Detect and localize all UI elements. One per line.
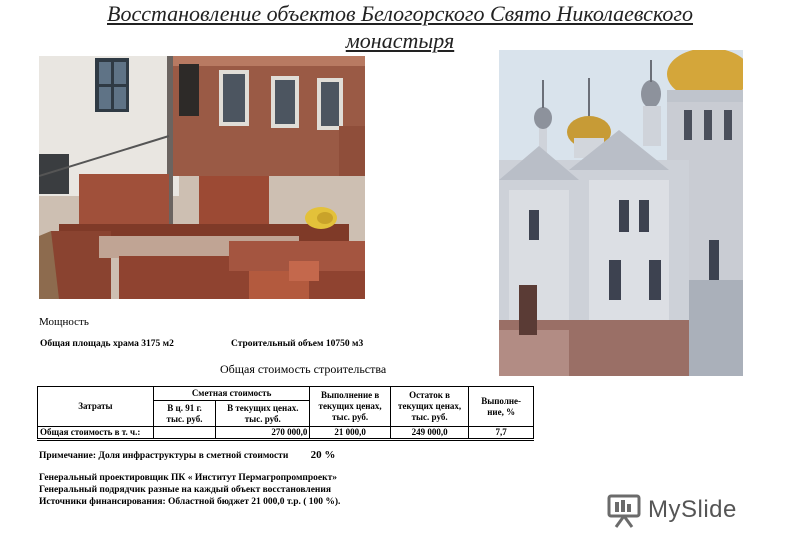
capacity-heading: Мощность (39, 316, 89, 328)
col-header-current-line1: В текущих ценах. (227, 402, 299, 413)
col-header-price91-line1: В ц. 91 г. (167, 402, 202, 413)
total-area: Общая площадь храма 3175 м2 (40, 339, 174, 349)
col-header-done-line1: Выполнение в (320, 390, 380, 400)
col-header-current-line2: тыс. руб. (244, 413, 281, 424)
construction-site-illustration (39, 56, 365, 299)
table-row (38, 427, 534, 440)
funding-sources: Источники финансирования: Областной бюджет 21 000,0 т.р. ( 100 %). (39, 497, 341, 507)
construction-site-photo (39, 56, 365, 299)
col-header-percent (469, 387, 534, 427)
infrastructure-note-value: 20 % (310, 449, 336, 461)
col-header-price91-line2: тыс. руб. (166, 413, 203, 424)
col-header-rest-line2: текущих ценах, (398, 401, 462, 411)
title-line-1: Восстановление объектов Белогорского Свято Николаевского (107, 1, 693, 26)
myslide-logo[interactable] (606, 490, 766, 530)
construction-volume: Строительный объем 10750 м3 (231, 339, 364, 349)
col-header-rest-line1: Остаток в (409, 390, 451, 400)
col-header-price91 (153, 401, 215, 427)
general-contractor: Генеральный подрядчик разные на каждый объект восстановления (39, 485, 332, 495)
col-header-percent-line2: ние, % (487, 406, 516, 417)
cost-section-title: Общая стоимость строительства (220, 362, 387, 376)
col-header-costs: Затраты (38, 387, 154, 427)
col-header-rest (390, 387, 468, 427)
col-header-percent-line1: Выполне- (481, 395, 522, 406)
row-percent: 7,7 (469, 427, 534, 440)
col-header-estimate: Сметная стоимость (153, 387, 309, 401)
infrastructure-note (39, 449, 335, 461)
page-title (0, 0, 800, 54)
row-price91 (153, 427, 215, 440)
row-rest: 249 000,0 (390, 427, 468, 440)
logo-text: MySlide (648, 496, 737, 523)
row-done: 21 000,0 (310, 427, 391, 440)
row-name: Общая стоимость в т. ч.: (38, 427, 154, 440)
title-line-2: монастыря (345, 28, 455, 53)
infrastructure-note-label: Примечание: Доля инфраструктуры в сметной стоимости (39, 451, 289, 461)
col-header-done (310, 387, 391, 427)
cost-table (37, 386, 534, 441)
col-header-done-line3: тыс. руб. (332, 412, 369, 422)
col-header-current (216, 401, 310, 427)
col-header-rest-line3: тыс. руб. (411, 412, 448, 422)
general-designer: Генеральный проектировщик ПК « Институт Пермагропромпроект» (39, 473, 338, 483)
cathedral-illustration (499, 50, 743, 376)
presentation-board-icon (606, 492, 644, 530)
col-header-done-line2: текущих ценах, (318, 401, 382, 411)
cathedral-photo (499, 50, 743, 376)
row-current: 270 000,0 (216, 427, 310, 440)
